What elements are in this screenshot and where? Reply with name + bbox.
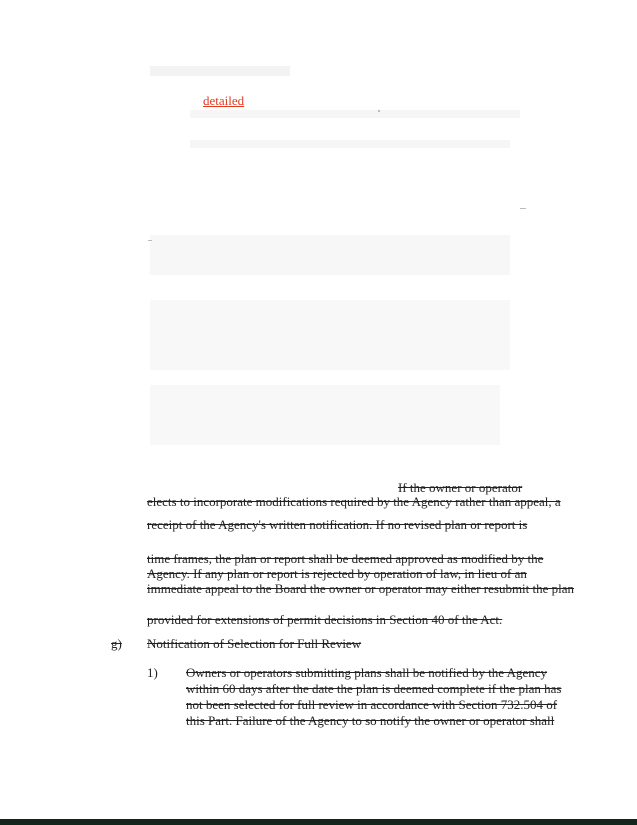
struck-line: elects to incorporate modifications required by the Agency rather than appeal, a xyxy=(147,494,561,509)
scan-speck xyxy=(148,240,152,241)
struck-line: receipt of the Agency's written notification. If no revised plan or report is xyxy=(147,517,528,532)
section-label: g) xyxy=(111,636,122,651)
struck-line: time frames, the plan or report shall be deemed approved as modified by the xyxy=(147,551,544,566)
scan-edge-bar xyxy=(0,819,637,825)
item-number: 1) xyxy=(147,665,158,680)
struck-line: If the owner or operator xyxy=(398,480,523,495)
section-title: Notification of Selection for Full Review xyxy=(147,636,362,651)
struck-line: this Part. Failure of the Agency to so notify the owner or operator shall xyxy=(186,713,555,728)
struck-line: immediate appeal to the Board the owner or operator may either resubmit the plan xyxy=(147,581,575,596)
struck-line: not been selected for full review in accordance with Section 732.504 of xyxy=(186,697,558,712)
bleed-through-block xyxy=(150,300,510,370)
inserted-text: detailed xyxy=(203,93,245,108)
scan-speck xyxy=(378,110,380,112)
struck-line: Agency. If any plan or report is rejected by operation of law, in lieu of an xyxy=(147,566,527,581)
struck-line: provided for extensions of permit decisions in Section 40 of the Act. xyxy=(147,612,503,627)
bleed-through-block xyxy=(150,385,500,445)
struck-line: Owners or operators submitting plans shall be notified by the Agency xyxy=(186,665,548,680)
bleed-through-block xyxy=(190,110,520,118)
bleed-through-block xyxy=(190,140,510,148)
bleed-through-block xyxy=(150,66,290,76)
scan-speck xyxy=(520,208,526,209)
bleed-through-block xyxy=(150,235,510,275)
struck-line: within 60 days after the date the plan is deemed complete if the plan has xyxy=(186,681,562,696)
